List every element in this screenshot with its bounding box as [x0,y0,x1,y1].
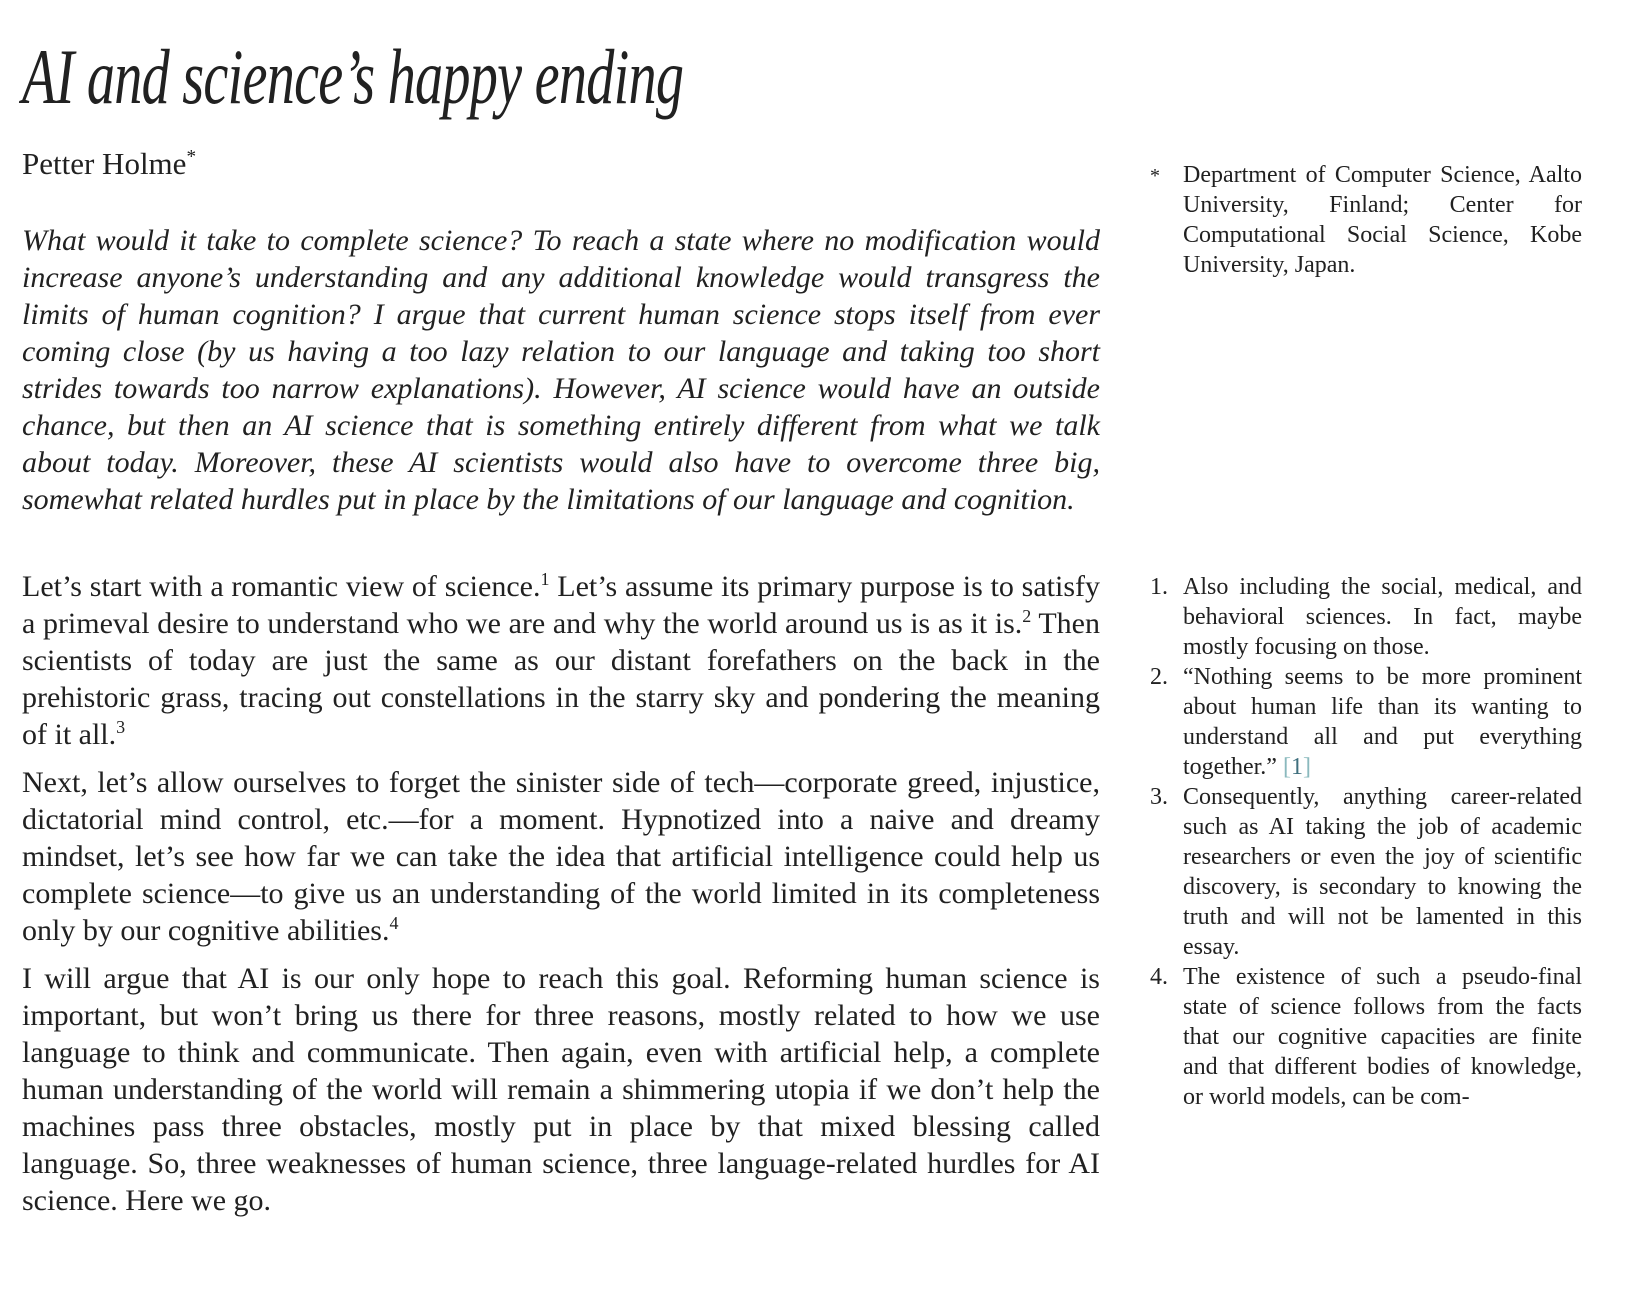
citation-number: 1 [1290,754,1303,780]
body-paragraph [22,764,1100,949]
footnote-text [1183,572,1582,662]
affiliation-mark: * [1150,165,1160,187]
footnote-ref: 3 [116,717,126,737]
text-run: Let’s start with a romantic view of science. [22,570,541,603]
footnote-item [1150,962,1582,1112]
footnotes-list [1150,572,1582,1112]
text-run: I will argue that AI is our only hope to reach this goal. Reforming human science is important, but won’t bring us there for three reasons, mostly related to how we use language to think and communicate. Then again, even with artificial help, a complete human understanding of the world will remain a shimmering utopia if we don’t help the machines pass three obstacles, mostly put in place by that mixed blessing called language. So, three weaknesses of human science, three language-related hurdles for AI science. Here we go. [22,962,1100,1217]
text-run: “Nothing seems to be more prominent about human life than its wanting to understand all and put everything together.” [1183,664,1582,780]
footnote-item [1150,572,1582,662]
main-column [22,0,1100,1230]
footnote-text [1183,662,1582,782]
citation-open-bracket: [ [1282,754,1291,780]
text-run: Next, let’s allow ourselves to forget the sinister side of tech—corporate greed, injustice, dictatorial mind control, etc.—for a moment. Hypnotized into a naive and dreamy mindset, let’s see how far we can take the idea that artificial intelligence could help us complete science—to give us an understanding of the world limited in its completeness only by our cognitive abilities. [22,766,1100,947]
citation-link[interactable] [1283,754,1311,780]
footnote-ref: 4 [389,913,399,933]
footnote-number: 4. [1150,964,1168,990]
text-run: Then scientists of today are just the same as our distant forefathers on the back in the prehistoric grass, tracing out constellations in the starry sky and pondering the meaning of it all. [22,607,1100,751]
footnote-number: 2. [1150,664,1168,690]
footnote-text [1183,962,1582,1112]
footnote-item [1150,662,1582,782]
body-paragraph [22,960,1100,1219]
footnote-text [1183,782,1582,962]
body-paragraphs [22,568,1100,1219]
author-footnote-mark: * [186,146,197,168]
author-line [22,146,1100,182]
footnote-number: 3. [1150,784,1168,810]
body-paragraph [22,568,1100,753]
footnote-ref: 1 [540,569,550,589]
text-run: The existence of such a pseudo-final state of science follows from the facts that our cognitive capacities are finite and that different bodies of knowledge, or world models, can be com- [1183,964,1582,1110]
author-name: Petter Holme [22,146,187,181]
affiliation-text: Department of Computer Science, Aalto University, Finland; Center for Computational Social Science, Kobe University, Japan. [1183,162,1582,278]
text-run: Consequently, anything career-related such as AI taking the job of academic researchers or even the joy of scientific discovery, is secondary to knowing the truth and will not be lamented in this essay. [1183,784,1582,960]
text-run: Also including the social, medical, and behavioral sciences. In fact, maybe mostly focusing on those. [1183,574,1582,660]
citation-close-bracket: ] [1302,754,1311,780]
footnote-ref: 2 [1022,606,1032,626]
abstract: What would it take to complete science? To reach a state where no modification would increase anyone’s understanding and any additional knowledge would transgress the limits of human cognition? I argue that current human science stops itself from ever coming close (by us having a too lazy relation to our language and taking too short strides towards too narrow explanations). However, AI science would have an outside chance, but then an AI science that is something entirely different from what we talk about today. Moreover, these AI scientists would also have to overcome three big, somewhat related hurdles put in place by the limitations of our language and cognition. [22,224,1100,516]
footnote-item [1150,782,1582,962]
text-run: Let’s assume its primary purpose is to satisfy a primeval desire to understand who we are and why the world around us is as it is. [22,570,1100,640]
article-title: AI and science’s happy ending [22,33,684,120]
footnote-number: 1. [1150,574,1168,600]
affiliation-note [1150,160,1582,280]
